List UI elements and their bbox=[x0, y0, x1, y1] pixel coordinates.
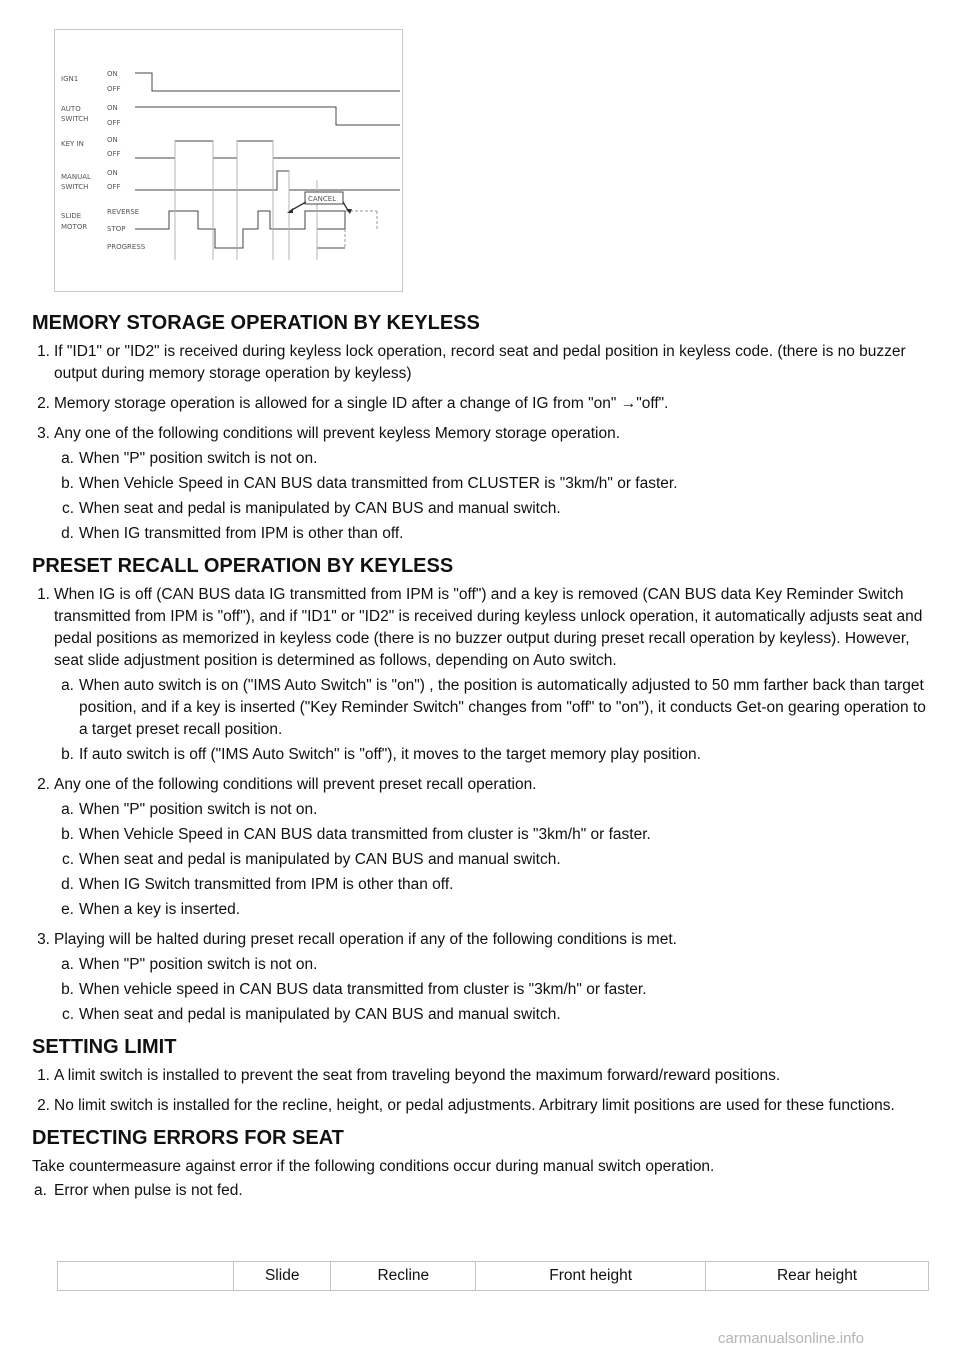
waveform-slide-motor bbox=[135, 211, 345, 248]
sub-list-item: a. When "P" position switch is not on. bbox=[61, 956, 318, 973]
label-key-in: KEY IN bbox=[61, 140, 84, 148]
state-ign1-off: OFF bbox=[107, 85, 121, 93]
sub-list-item: e. When a key is inserted. bbox=[61, 901, 241, 918]
watermark: carmanualsonline.info bbox=[718, 1330, 864, 1347]
state-key-on: ON bbox=[107, 136, 118, 144]
state-ign1-on: ON bbox=[107, 70, 118, 78]
table-header-cell: Slide bbox=[234, 1262, 331, 1291]
waveform-auto-switch bbox=[135, 107, 400, 125]
section-title: SETTING LIMIT bbox=[32, 1036, 177, 1058]
list-item: 2. Any one of the following conditions will prevent preset recall operation. a. When "P" position switch is not on. b. When Vehicle Speed in CAN BUS data transmitted from cluster is "3km/h" or faster. c. When seat and pedal is manipulated by CAN BUS and manual switch. d. When IG Switch transmitted from IPM is other than off. e. When a key is inserted. bbox=[32, 774, 932, 921]
label-manual: MANUAL bbox=[61, 173, 91, 181]
table-header-cell: Rear height bbox=[706, 1262, 929, 1291]
list-item: a. Error when pulse is not fed. bbox=[34, 1182, 243, 1199]
cancel-arrowhead-left bbox=[287, 208, 293, 213]
state-auto-on: ON bbox=[107, 104, 118, 112]
sub-list-item: a. When "P" position switch is not on. bbox=[61, 801, 318, 818]
list-item: 3. Any one of the following conditions will prevent keyless Memory storage operation. a. When "P" position switch is not on. b. When Vehicle Speed in CAN BUS data transmitted from CLUSTER is "3km/h" or faster. c. When seat and pedal is manipulated by CAN BUS and manual switch. d. When IG transmitted from IPM is other than off. bbox=[32, 423, 932, 545]
label-motor: MOTOR bbox=[61, 223, 88, 231]
list-item: 1. If "ID1" or "ID2" is received during keyless lock operation, record seat and pedal position in keyless code. (there is no buzzer output during memory storage operation by keyless) bbox=[37, 343, 906, 382]
label-auto-switch: SWITCH bbox=[61, 115, 89, 123]
state-motor-reverse: REVERSE bbox=[107, 208, 140, 216]
sub-list-item: d. When IG transmitted from IPM is other than off. bbox=[61, 525, 404, 542]
timing-diagram-svg bbox=[55, 30, 402, 291]
sub-list-item: c. When seat and pedal is manipulated by CAN BUS and manual switch. bbox=[61, 851, 561, 868]
section-setting-limit bbox=[32, 1036, 932, 1117]
table-header-row bbox=[58, 1262, 929, 1291]
document-body bbox=[32, 312, 932, 1212]
sub-list-item: b. When Vehicle Speed in CAN BUS data transmitted from CLUSTER is "3km/h" or faster. bbox=[61, 475, 678, 492]
state-motor-progress: PROGRESS bbox=[107, 243, 146, 251]
table-header-cell bbox=[58, 1262, 234, 1291]
list-item: 2. No limit switch is installed for the recline, height, or pedal adjustments. Arbitrary limit positions are used for these functions. bbox=[37, 1097, 895, 1114]
section-detecting-errors bbox=[32, 1127, 932, 1202]
sub-list-item: b. When Vehicle Speed in CAN BUS data transmitted from cluster is "3km/h" or faster. bbox=[61, 826, 651, 843]
section-title: PRESET RECALL OPERATION BY KEYLESS bbox=[32, 555, 454, 577]
section-memory-storage bbox=[32, 312, 932, 545]
section-title: MEMORY STORAGE OPERATION BY KEYLESS bbox=[32, 312, 480, 334]
sub-list-item: c. When seat and pedal is manipulated by CAN BUS and manual switch. bbox=[61, 1006, 561, 1023]
label-ign1: IGN1 bbox=[61, 75, 79, 83]
sub-list-item: a. When auto switch is on ("IMS Auto Switch" is "on") , the position is automatically adjusted to 50 mm farther back than target position, and if a key is inserted ("Key Reminder Switch" changes from "off" to "on"), it conducts Get-on gearing operation to a target preset recall position. bbox=[61, 677, 926, 738]
state-auto-off: OFF bbox=[107, 119, 121, 127]
sub-list-item: d. When IG Switch transmitted from IPM is other than off. bbox=[61, 876, 454, 893]
state-manual-on: ON bbox=[107, 169, 118, 177]
waveform-ign1 bbox=[135, 73, 400, 91]
list-item: 3. Playing will be halted during preset recall operation if any of the following conditions is met. a. When "P" position switch is not on. b. When vehicle speed in CAN BUS data transmitted from cluster is "3km/h" or faster. c. When seat and pedal is manipulated by CAN BUS and manual switch. bbox=[32, 929, 932, 1026]
label-manual-switch: SWITCH bbox=[61, 183, 89, 191]
sub-list-item: c. When seat and pedal is manipulated by CAN BUS and manual switch. bbox=[61, 500, 561, 517]
cancel-label: CANCEL bbox=[308, 195, 337, 203]
timing-diagram bbox=[54, 29, 403, 292]
state-manual-off: OFF bbox=[107, 183, 121, 191]
sub-list-item: b. When vehicle speed in CAN BUS data transmitted from cluster is "3km/h" or faster. bbox=[61, 981, 647, 998]
error-table bbox=[57, 1261, 929, 1291]
sub-list-item: b. If auto switch is off ("IMS Auto Switch" is "off"), it moves to the target memory play position. bbox=[61, 746, 701, 763]
table-header-cell: Front height bbox=[476, 1262, 706, 1291]
table-header-cell: Recline bbox=[331, 1262, 476, 1291]
list-item: 2. Memory storage operation is allowed for a single ID after a change of IG from "on" →"off". bbox=[37, 395, 669, 412]
section-title: DETECTING ERRORS FOR SEAT bbox=[32, 1127, 344, 1149]
errors-lead-text: Take countermeasure against error if the following conditions occur during manual switch operation. bbox=[32, 1158, 715, 1175]
list-item: 1. When IG is off (CAN BUS data IG transmitted from IPM is "off") and a key is removed (CAN BUS data Key Reminder Switch transmitted from IPM is "off"), and if "ID1" or "ID2" is received during keyless unlock operation, it automatically adjusts seat and pedal positions as memorized in keyless code (there is no buzzer output during preset recall operation by keyless). However, seat slide adjustment position is determined as follows, depending on Auto switch. a. When auto switch is on ("IMS Auto Switch" is "on") , the position is automatically adjusted to 50 mm farther back than target position, and if a key is inserted ("Key Reminder Switch" changes from "off" to "on"), it conducts Get-on gearing operation to a target preset recall position. b. If auto switch is off ("IMS Auto Switch" is "off"), it moves to the target memory play position. bbox=[32, 584, 932, 766]
label-slide: SLIDE bbox=[61, 212, 82, 220]
list-item: 1. A limit switch is installed to prevent the seat from traveling beyond the maximum forward/reward positions. bbox=[37, 1067, 781, 1084]
state-motor-stop: STOP bbox=[107, 225, 126, 233]
state-key-off: OFF bbox=[107, 150, 121, 158]
sub-list-item: a. When "P" position switch is not on. bbox=[61, 450, 318, 467]
section-preset-recall bbox=[32, 555, 932, 1026]
label-auto: AUTO bbox=[61, 105, 81, 113]
